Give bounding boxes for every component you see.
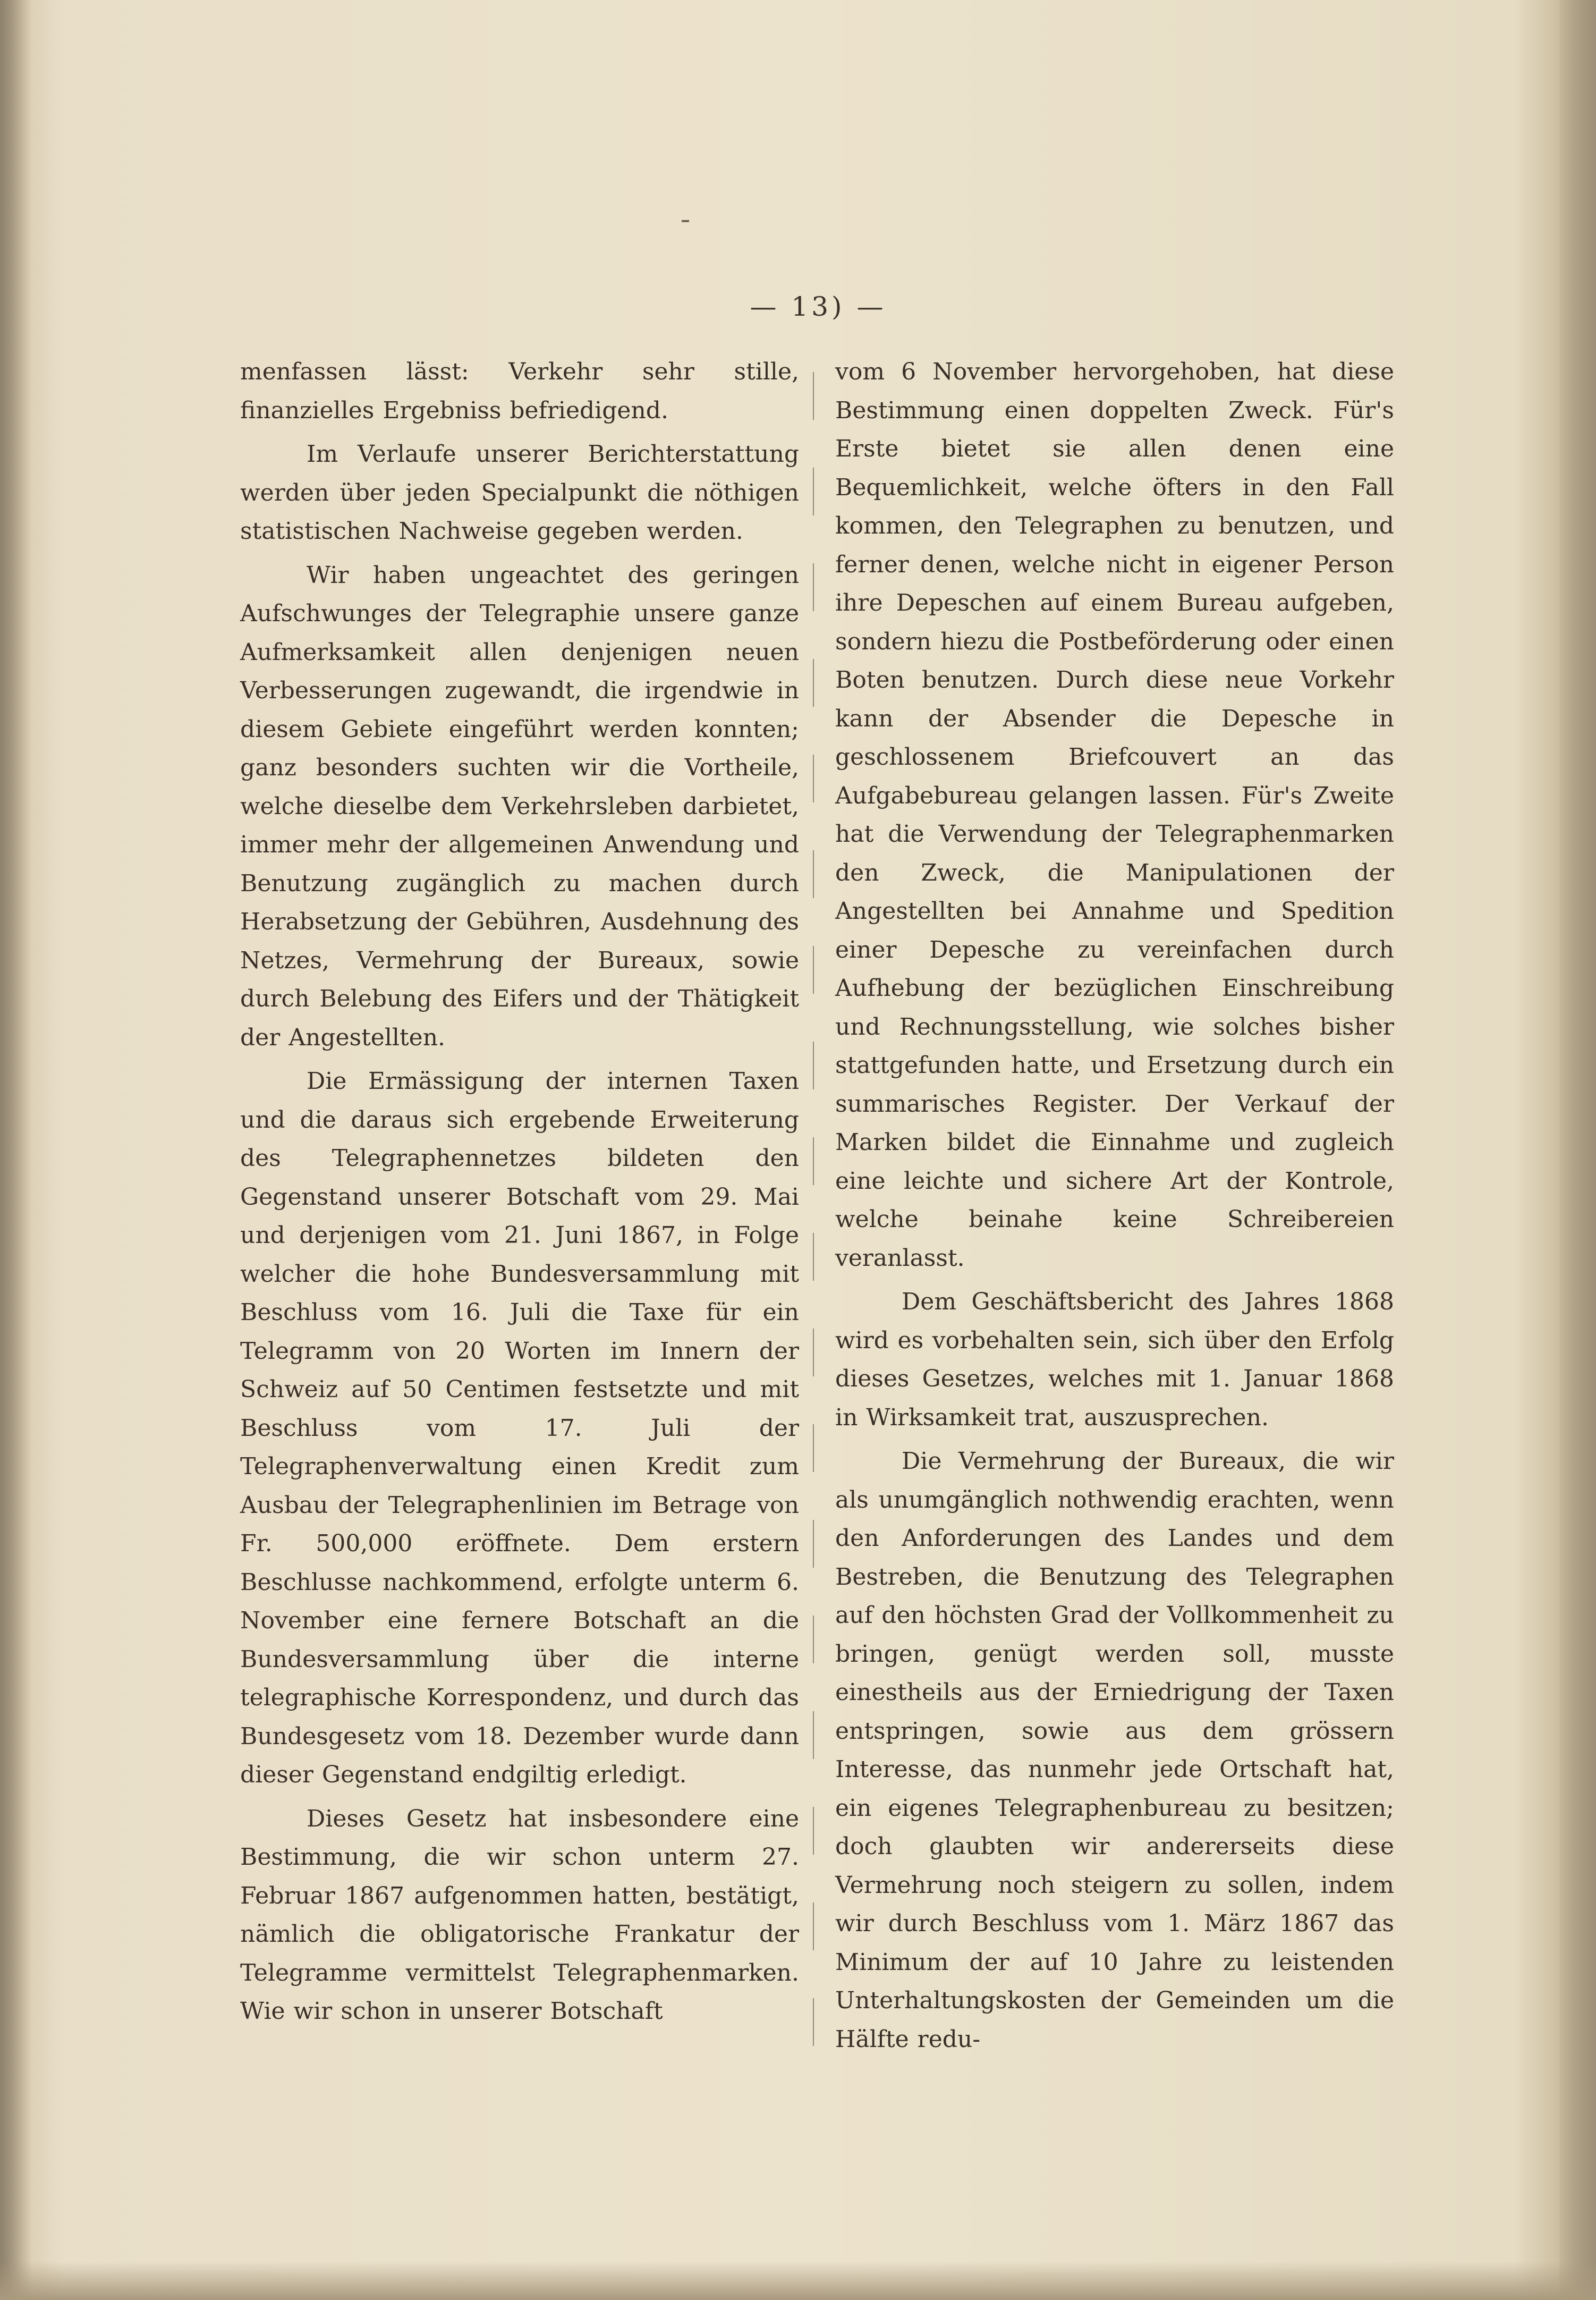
paragraph: Wir haben ungeachtet des geringen Aufschwunges der Telegraphie unsere ganze Aufmerksamkeit allen denjenigen neuen Verbesserungen zugewandt, die irgendwie in diesem Gebiete eingeführt werden konnten; ganz besonders suchten wir die Vortheile, welche dieselbe dem Verkehrsleben darbietet, immer mehr der allgemeinen Anwendung und Benutzung zugänglich zu machen durch Herabsetzung der Gebühren, Ausdehnung des Netzes, Vermehrung der Bureaux, sowie durch Belebung des Eifers und der Thätigkeit der Angestellten.	[240, 561, 799, 1051]
page-edge-shadow-left	[0, 0, 32, 2300]
paragraph: Dieses Gesetz hat insbesondere eine Bestimmung, die wir schon unterm 27. Februar 1867 aufgenommen hatten, bestätigt, nämlich die obligatorische Frankatur der Telegramme vermittelst Telegraphenmarken. Wie wir schon in unserer Botschaft	[240, 1805, 799, 2025]
column-divider	[813, 372, 814, 2073]
paragraph: Die Vermehrung der Bureaux, die wir als unumgänglich nothwendig erachten, wenn den Anforderungen des Landes und dem Bestreben, die Benutzung des Telegraphen auf den höchsten Grad der Vollkommenheit zu bringen, genügt werden soll, musste einestheils aus der Erniedrigung der Taxen entspringen, sowie aus dem grössern Interesse, das nunmehr jede Ortschaft hat, ein eigenes Telegraphenbureau zu besitzen; doch glaubten wir andererseits diese Vermehrung noch steigern zu sollen, indem wir durch Beschluss vom 1. März 1867 das Minimum der auf 10 Jahre zu leistenden Unterhaltungskosten der Gemeinden um die Hälfte redu-	[835, 1448, 1394, 2053]
stray-mark	[682, 220, 689, 222]
page-number-header: — 13) —	[750, 291, 887, 322]
paragraph: Die Ermässigung der internen Taxen und die daraus sich ergebende Erweiterung des Telegraphennetzes bildeten den Gegenstand unserer Botschaft vom 29. Mai und derjenigen vom 21. Juni 1867, in Folge welcher die hohe Bundesversammlung mit Beschluss vom 16. Juli die Taxe für ein Telegramm von 20 Worten im Innern der Schweiz auf 50 Centimen festsetzte und mit Beschluss vom 17. Juli der Telegraphenverwaltung einen Kredit zum Ausbau der Telegraphenlinien im Betrage von Fr. 500,000 eröffnete. Dem erstern Beschlusse nachkommend, erfolgte unterm 6. November eine fernere Botschaft an die Bundesversammlung über die interne telegraphische Korrespondenz, und durch das Bundesgesetz vom 18. Dezember wurde dann dieser Gegenstand endgiltig erledigt.	[240, 1068, 799, 1788]
left-column	[240, 353, 799, 2036]
paragraph: vom 6 November hervorgehoben, hat diese Bestimmung einen doppelten Zweck. Für's Erste bietet sie allen denen eine Bequemlichkeit, welche öfters in den Fall kommen, den Telegraphen zu benutzen, und ferner denen, welche nicht in eigener Person ihre Depeschen auf einem Bureau aufgeben, sondern hiezu die Postbeförderung oder einen Boten benutzen. Durch diese neue Vorkehr kann der Absender die Depesche in geschlossenem Briefcouvert an das Aufgabebureau gelangen lassen. Für's Zweite hat die Verwendung der Telegraphenmarken den Zweck, die Manipulationen der Angestellten bei Annahme und Spedition einer Depesche zu vereinfachen durch Aufhebung der bezüglichen Einschreibung und Rechnungsstellung, wie solches bisher stattgefunden hatte, und Ersetzung durch ein summarisches Register. Der Verkauf der Marken bildet die Einnahme und zugleich eine leichte und sichere Art der Kontrole, welche beinahe keine Schreibereien veranlasst.	[835, 358, 1394, 1272]
paragraph: Im Verlaufe unserer Berichterstattung werden über jeden Specialpunkt die nöthigen statistischen Nachweise gegeben werden.	[240, 441, 799, 545]
paragraph: Dem Geschäftsbericht des Jahres 1868 wird es vorbehalten sein, sich über den Erfolg dieses Gesetzes, welches mit 1. Januar 1868 in Wirksamkeit trat, auszusprechen.	[835, 1288, 1394, 1431]
page-edge-shadow-right	[1559, 0, 1596, 2300]
page-edge-shadow-bottom	[0, 2261, 1596, 2300]
right-column	[835, 353, 1394, 2064]
paragraph: menfassen lässt: Verkehr sehr stille, finanzielles Ergebniss befriedigend.	[240, 358, 799, 424]
